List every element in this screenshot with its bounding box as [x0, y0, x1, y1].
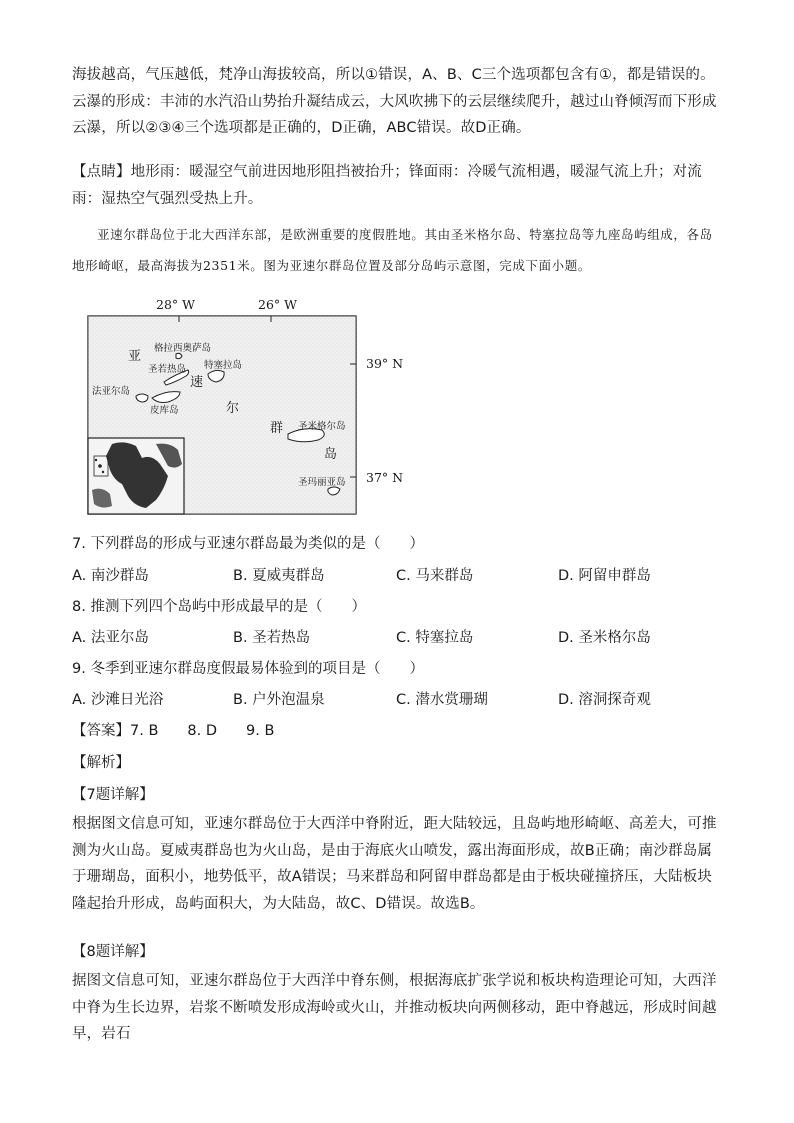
question-8-stem: 8. 推测下列四个岛屿中形成最早的是（ ）: [72, 599, 366, 615]
island-label-terceira: 特塞拉岛: [204, 360, 243, 371]
question-7-option-b: B. 夏威夷群岛: [233, 568, 325, 584]
region-char-3: 尔: [226, 401, 240, 416]
lon-label-26w: 26° W: [258, 297, 297, 312]
island-label-santa-maria: 圣玛丽亚岛: [298, 477, 346, 488]
question-9-option-a: A. 沙滩日光浴: [72, 692, 164, 708]
lat-label-37n: 37° N: [366, 470, 404, 485]
detail-7-tag: 【7题详解】: [72, 787, 154, 803]
dianjing-text: 地形雨：暖湿空气前进因地形阻挡被抬升；锋面雨：冷暖气流相遇，暖湿气流上升；对流雨：湿热空气强烈受热上升。: [72, 164, 702, 207]
question-8-option-a: A. 法亚尔岛: [72, 630, 149, 646]
question-9-option-c: C. 潜水赏珊瑚: [396, 692, 488, 708]
question-7-option-d: D. 阿留申群岛: [558, 568, 651, 584]
question-8-option-d: D. 圣米格尔岛: [558, 630, 651, 646]
lon-label-28w: 28° W: [156, 297, 195, 312]
island-label-sao-miguel: 圣米格尔岛: [298, 421, 346, 432]
island-graciosa: [176, 353, 182, 358]
answer-tag: 【答案】: [72, 723, 130, 739]
answer-line: [72, 721, 274, 741]
paragraph-1: 海拔越高，气压越低，梵净山海拔较高，所以①错误，A、B、C三个选项都包含有①，都是错误的。云瀑的形成：丰沛的水汽沿山势抬升凝结成云，大风吹拂下的云层继续爬升，越过山脊倾泻而下形成云瀑，所以②③④三个选项都是正确的，D正确，ABC错误。故D正确。: [72, 67, 717, 136]
answer-text: 7. B 8. D 9. B: [130, 723, 275, 739]
question-8-option-b: B. 圣若热岛: [233, 630, 311, 646]
question-7-option-c: C. 马来群岛: [396, 568, 474, 584]
region-char-5: 岛: [324, 447, 338, 462]
detail-7-text: 根据图文信息可知，亚速尔群岛位于大西洋中脊附近，距大陆较远，且岛屿地形崎岖、高差大，可推测为火山岛。夏威夷群岛也为火山岛，是由于海底火山喷发，露出海面形成，故B正确；南沙群岛属于珊瑚岛，面积小，地势低平，故A错误；马来群岛和阿留申群岛都是由于板块碰撞挤压，大陆板块隆起抬升形成，岛屿面积大，为大陆岛，故C、D错误。故选B。: [72, 816, 717, 912]
question-7-option-a: A. 南沙群岛: [72, 568, 149, 584]
dianjing-tag: 【点睛】: [72, 164, 131, 180]
analysis-tag: 【解析】: [72, 755, 130, 771]
dianjing-paragraph: [72, 159, 722, 212]
question-9-stem: 9. 冬季到亚速尔群岛度假最易体验到的项目是（ ）: [72, 661, 424, 677]
region-char-4: 群: [270, 421, 284, 436]
island-label-graciosa: 格拉西奥萨岛: [154, 343, 212, 354]
island-faial: [136, 394, 148, 402]
region-char-1: 亚: [128, 349, 142, 364]
question-9-option-d: D. 溶洞探奇观: [558, 692, 651, 708]
azores-map: [72, 294, 432, 522]
detail-8-text: 据图文信息可知，亚速尔群岛位于大西洋中脊东侧，根据海底扩张学说和板块构造理论可知，大西洋中脊为生长边界，岩浆不断喷发形成海岭或火山，并推动板块向两侧移动，距中脊越远，形成时间越早，岩石: [72, 973, 717, 1042]
island-label-pico: 皮库岛: [150, 405, 179, 416]
island-label-faial: 法亚尔岛: [92, 386, 131, 397]
island-label-sao-jorge: 圣若热岛: [148, 364, 187, 375]
question-8-option-c: C. 特塞拉岛: [396, 630, 474, 646]
question-9-option-b: B. 户外泡温泉: [233, 692, 325, 708]
azores-map-figure: [72, 294, 432, 522]
lat-label-39n: 39° N: [366, 356, 404, 371]
question-7-stem: 7. 下列群岛的形成与亚速尔群岛最为类似的是（ ）: [72, 536, 424, 552]
region-char-2: 速: [190, 375, 204, 390]
intro-paragraph: 亚速尔群岛位于北大西洋东部，是欧洲重要的度假胜地。其由圣米格尔岛、特塞拉岛等九座岛屿组成，各岛地形崎岖，最高海拔为2351米。图为亚速尔群岛位置及部分岛屿示意图，完成下面小题。: [72, 227, 713, 273]
detail-8-tag: 【8题详解】: [72, 944, 154, 960]
